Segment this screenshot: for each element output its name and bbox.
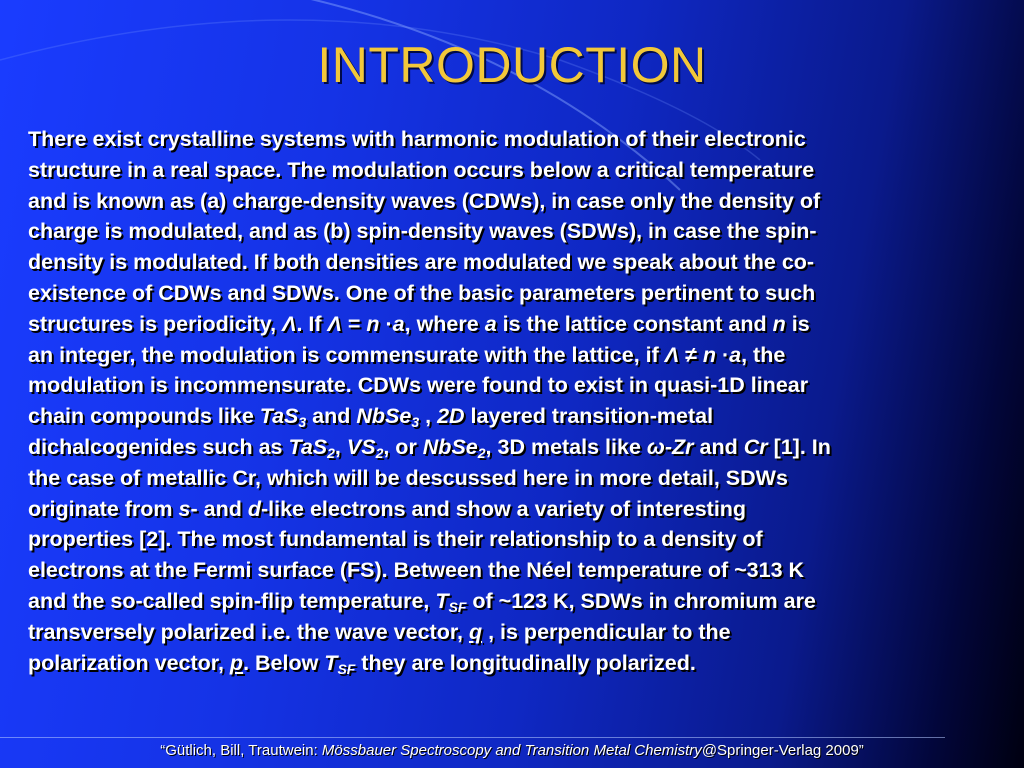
text-segment: and is known as (a) charge-density waves (CDWs), in case only the density of [28,188,821,213]
text-segment: an integer, the modulation is commensurate with the lattice, if [28,342,665,367]
italic-term: p [229,650,244,675]
text-segment: - and [190,496,248,521]
text-segment: modulation is incommensurate. CDWs were found to exist in quasi-1D linear [28,373,809,398]
text-segment: , [334,434,347,459]
italic-term: n [772,311,786,336]
text-line [28,309,984,340]
italic-term: q [468,619,483,644]
text-line [28,124,984,155]
text-line [28,278,984,309]
text-segment: dichalcogenides such as [28,434,289,459]
text-line [28,524,984,555]
text-segment: properties [2]. The most fundamental is their relationship to a density of [28,527,763,552]
subscript: 2 [375,444,384,461]
text-segment: polarization vector, [28,650,230,675]
text-segment: = [341,311,367,336]
footer-divider [0,737,945,738]
italic-term: a [484,311,497,336]
text-segment: · [379,311,393,336]
text-line [28,463,984,494]
italic-term: Λ [327,311,342,336]
text-segment: There exist crystalline systems with harmonic modulation of their electronic [28,127,806,151]
text-segment: layered transition-metal [464,404,714,429]
text-segment: and [693,434,744,459]
text-line [28,186,984,217]
text-segment: originate from [28,496,179,521]
italic-term: n [366,311,380,336]
text-segment: is [785,311,810,336]
italic-term: ω [646,434,665,459]
slide-title: INTRODUCTION [317,37,707,93]
text-segment: · [715,342,730,367]
subscript: 3 [298,414,307,431]
italic-term: NbSe [422,434,478,459]
text-line [28,340,984,371]
text-segment: existence of CDWs and SDWs. One of the basic parameters pertinent to such [28,280,816,305]
footer-citation [0,742,1024,759]
text-segment: transversely polarized i.e. the wave vector, [28,619,469,644]
subscript: 2 [477,444,486,461]
subscript: SF [448,598,467,615]
text-line [28,432,984,463]
text-line [28,648,984,679]
italic-term: NbSe [356,404,412,429]
italic-term: TaS [259,404,299,429]
footer-suffix: @Springer-Verlag 2009” [701,742,864,759]
text-line [28,586,984,617]
italic-term: d [247,496,261,521]
text-segment: charge is modulated, and as (b) spin-density waves (SDWs), in case the spin- [28,219,817,244]
subscript: 2 [327,444,335,461]
text-segment: structure in a real space. The modulation occurs below a critical temperature [28,157,815,182]
text-segment: -like electrons and show a variety of interesting [260,496,747,521]
text-segment: , or [383,434,423,459]
text-segment: , [419,404,438,429]
text-segment: . If [296,311,328,336]
text-segment: they are longitudinally polarized. [355,650,696,675]
text-segment: , where [404,311,485,336]
footer-book-title: Mössbauer Spectroscopy and Transition Metal Chemistry [321,742,702,759]
italic-term: a [729,342,742,367]
text-segment: , 3D metals like [485,434,647,459]
text-segment: and the so-called spin-flip temperature, [28,588,436,613]
text-line [28,155,984,186]
italic-term: Cr [743,434,768,459]
italic-term: T [324,650,338,675]
subscript: 3 [411,414,420,431]
italic-term: Λ [282,311,297,336]
text-segment: chain compounds like [28,404,260,429]
text-segment: of ~123 K, SDWs in chromium are [466,588,816,613]
italic-term: T [435,588,449,613]
text-segment: , the [741,342,786,367]
italic-term: n [702,342,716,367]
text-segment: is the lattice constant and [496,311,773,336]
subscript: SF [337,660,356,677]
text-segment: the case of metallic Cr, which will be descussed here in more detail, SDWs [28,465,788,490]
text-segment: [1]. In [767,434,831,459]
text-segment: electrons at the Fermi surface (FS). Between the Néel temperature of ~313 K [28,558,805,583]
text-segment: ≠ [679,342,703,367]
text-segment: density is modulated. If both densities are modulated we speak about the co- [28,250,815,275]
italic-term: VS [346,434,376,459]
italic-term: 2D [437,404,465,429]
italic-term: s [178,496,191,521]
text-line [28,370,984,401]
text-segment: , is perpendicular to the [482,619,731,644]
italic-term: -Zr [664,434,694,459]
text-line [28,555,984,586]
text-line [28,216,984,247]
text-segment: and [306,404,357,429]
italic-term: TaS [288,434,328,459]
text-line [28,494,984,525]
text-line [28,247,984,278]
text-segment: . Below [243,650,325,675]
body-paragraph [28,124,984,678]
text-line [28,401,984,432]
footer-prefix: “Gütlich, Bill, Trautwein: [160,742,322,759]
text-segment: structures is periodicity, [28,311,283,336]
italic-term: Λ [664,342,680,367]
text-line [28,617,984,648]
italic-term: a [392,311,405,336]
